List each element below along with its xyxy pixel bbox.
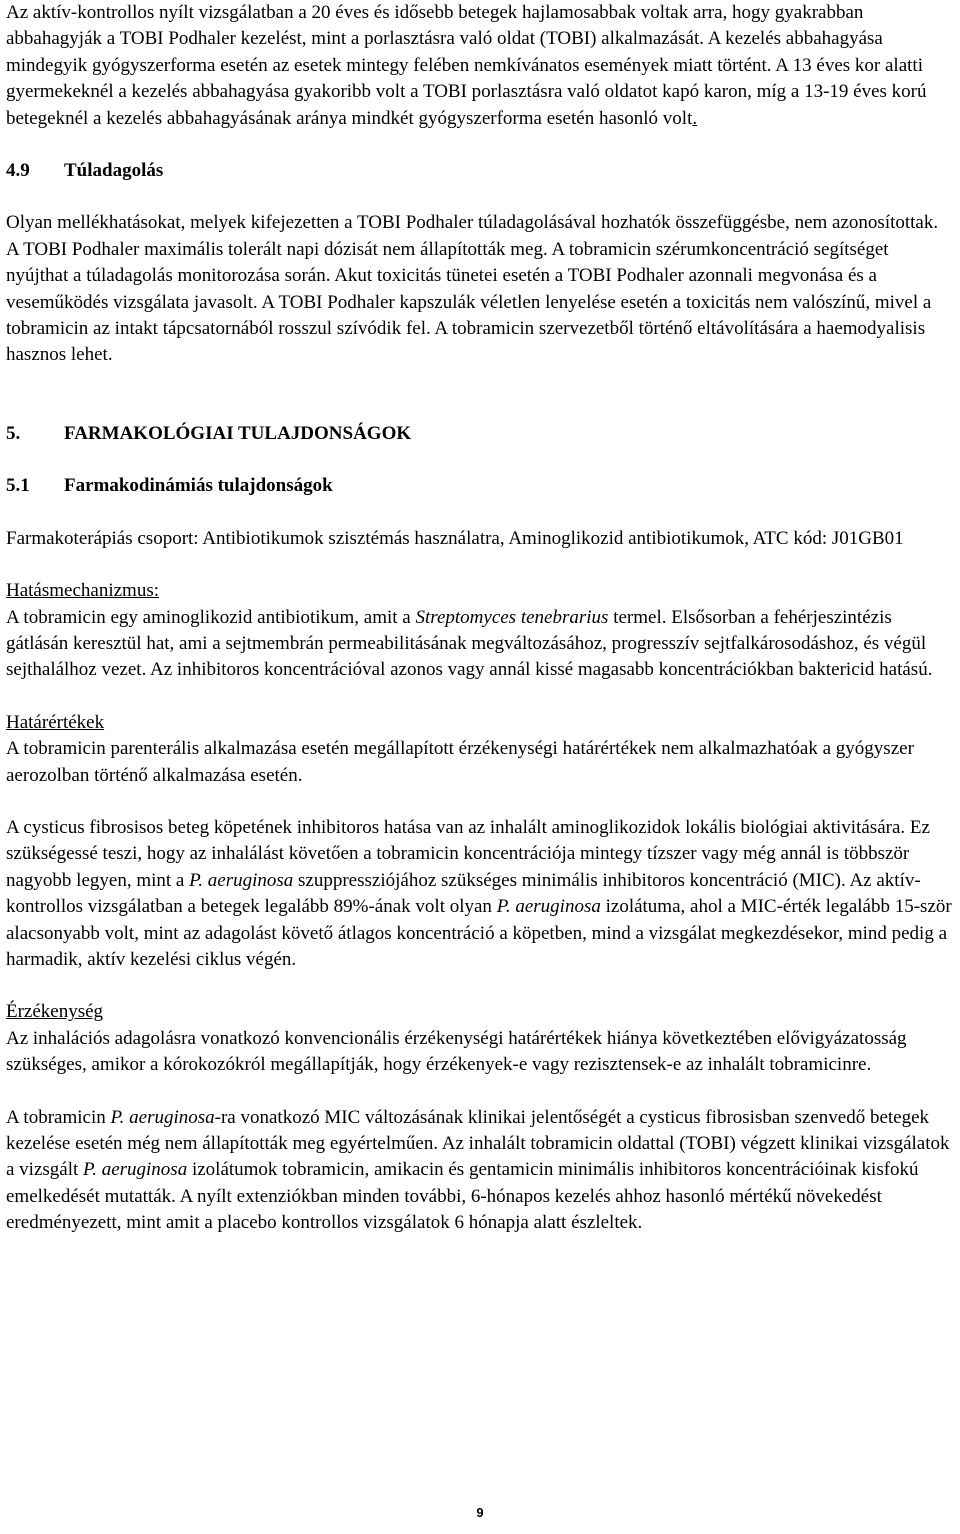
mic-paragraph: A tobramicin P. aeruginosa-ra vonatkozó MIC változásának klinikai jelentőségét a cysticus fibrosisban szenvedő betegek kezelése esetén még nem állapították meg egyértelműen. Az inhalált tobramicin oldattal (TOBI) végzett klinikai vizsgálatok a vizsgált P. aeruginosa izolátumok tobramicin, amikacin és gentamicin minimális inhibitoros koncentrációinak kisfokú emelkedését mutatták. A nyílt extenziókban minden további, 6-hónapos kezelés ahhoz hasonló mértékű növekedést eredményezett, mint amit a placebo kontrollos vizsgálatok 6 hónapja alatt észleltek. [6,1106,950,1234]
limits-heading: Határértékek [6,711,105,733]
sensitivity-heading: Érzékenység [6,1001,104,1023]
species-name: Streptomyces tenebrarius [415,606,609,628]
document-page [6,0,952,1237]
cf-paragraph: A cysticus fibrosisos beteg köpetének inhibitoros hatása van az inhalált aminoglikozidok lokális biológiai aktivitására. Ez szükségessé teszi, hogy az inhalálást követően a tobramicin koncentrációja mintegy tízszer vagy még annál is többször nagyobb legyen, mint a P. aeruginosa szuppressziójához szükséges minimális inhibitoros koncentráció (MIC). Az aktív-kontrollos vizsgálatban a betegek legalább 89%-ának volt olyan P. aeruginosa izolátuma, ahol a MIC-érték legalább 15-ször alacsonyabb volt, mint az adagolást követő átlagos koncentráció a köpetben, mind a vizsgálat megkezdésekor, mind pedig a harmadik, aktív kezelési ciklus végén. [6,816,952,970]
trailing-period: . [692,107,698,129]
limits-paragraph: A tobramicin parenterális alkalmazása esetén megállapított érzékenységi határértékek nem alkalmazhatóak a gyógyszer aerozolban történő alkalmazása esetén. [6,738,914,786]
section-title: Farmakodinámiás tulajdonságok [64,475,333,497]
mechanism-heading: Hatásmechanizmus: [6,580,160,602]
mechanism-paragraph: A tobramicin egy aminoglikozid antibiotikum, amit a Streptomyces tenebrarius termel. Elsősorban a fehérjeszintézis gátlásán keresztül hat, ami a sejtmembrán permeabilitásának megváltozásához, progresszív sejtfalkárosodáshoz, és végül sejthalálhoz vezet. Az inhibitoros koncentrációval azonos vagy annál kissé magasabb koncentrációkban baktericid hatású. [6,606,933,681]
sensitivity-paragraph: Az inhalációs adagolásra vonatkozó konvencionális érzékenységi határértékek hiánya következtében elővigyázatosság szükséges, amikor a kórokozókról megállapítják, hogy érzékenyek-e vagy rezisztensek-e az inhalált tobramicinre. [6,1027,907,1076]
organism-name: P. aeruginosa [83,1159,188,1181]
organism-name: P. aeruginosa [110,1106,215,1128]
section-number: 4.9 [6,160,30,182]
atc-paragraph: Farmakoterápiás csoport: Antibiotikumok szisztémás használatra, Aminoglikozid antibiotikumok, ATC kód: J01GB01 [6,527,904,549]
section-number: 5.1 [6,475,30,497]
organism-name: P. aeruginosa [496,896,601,918]
section-title: Túladagolás [64,160,164,182]
page-number: 9 [476,1505,484,1520]
section-4-9-heading [6,158,952,184]
organism-name: P. aeruginosa [189,869,294,891]
section-title: FARMAKOLÓGIAI TULAJDONSÁGOK [64,422,412,444]
section-5-1-heading [6,473,952,499]
overdose-paragraph: Olyan mellékhatásokat, melyek kifejezetten a TOBI Podhaler túladagolásával hozhatók összefüggésbe, nem azonosítottak. A TOBI Podhaler maximális tolerált napi dózisát nem állapították meg. A tobramicin szérumkoncentráció segítséget nyújthat a túladagolás monitorozása során. Akut toxicitás tünetei esetén a TOBI Podhaler azonnali megvonása és a veseműködés vizsgálata javasolt. A TOBI Podhaler kapszulák véletlen lenyelése esetén a toxicitás nem valószínű, mivel a tobramicin az intakt tápcsatornából rosszul szívódik fel. A tobramicin szervezetből történő eltávolítására a haemodyalisis hasznos lehet. [6,212,939,366]
section-5-heading [6,421,952,447]
section-number: 5. [6,422,21,444]
intro-paragraph: Az aktív-kontrollos nyílt vizsgálatban a 20 éves és idősebb betegek hajlamosabbak voltak arra, hogy gyakrabban abbahagyják a TOBI Podhaler kezelést, mint a porlasztásra való oldat (TOBI) alkalmazását. A kezelés abbahagyása mindegyik gyógyszerforma esetén az esetek mintegy felében nemkívánatos események miatt történt. A 13 éves kor alatti gyermekeknél a kezelés abbahagyása gyakoribb volt a TOBI porlasztásra való oldatot kapó karon, míg a 13-19 éves korú betegeknél a kezelés abbahagyásának aránya mindkét gyógyszerforma esetén hasonló volt. [6,2,927,129]
